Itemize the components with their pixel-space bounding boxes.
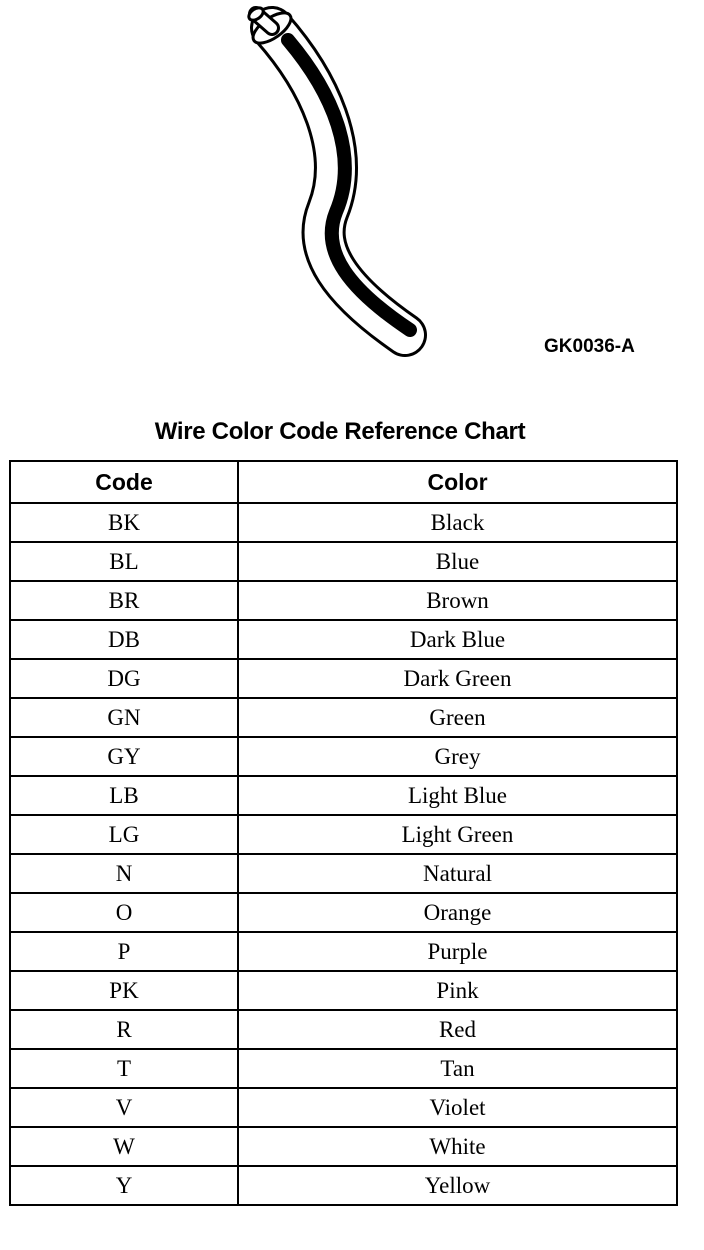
cell-code: BK: [10, 503, 238, 542]
cell-color: Red: [238, 1010, 677, 1049]
cell-code: GN: [10, 698, 238, 737]
table-row: [10, 503, 677, 542]
cell-code: LB: [10, 776, 238, 815]
table-row: [10, 1088, 677, 1127]
table-row: [10, 737, 677, 776]
table-row: [10, 659, 677, 698]
table-row: [10, 581, 677, 620]
wire-color-table: [9, 460, 678, 1206]
cell-color: Light Blue: [238, 776, 677, 815]
cell-code: V: [10, 1088, 238, 1127]
cell-code: DB: [10, 620, 238, 659]
cell-code: BR: [10, 581, 238, 620]
cell-color: Violet: [238, 1088, 677, 1127]
cell-code: DG: [10, 659, 238, 698]
cell-color: Pink: [238, 971, 677, 1010]
cell-code: N: [10, 854, 238, 893]
cell-color: Blue: [238, 542, 677, 581]
cell-color: Purple: [238, 932, 677, 971]
wire-illustration: [200, 0, 460, 360]
table-row: [10, 932, 677, 971]
table-header-row: [10, 461, 677, 503]
figure-id: GK0036-A: [544, 336, 635, 357]
cell-code: PK: [10, 971, 238, 1010]
header-color: Color: [238, 461, 677, 503]
table-row: [10, 1049, 677, 1088]
table-row: [10, 854, 677, 893]
cell-color: Tan: [238, 1049, 677, 1088]
cell-color: Dark Blue: [238, 620, 677, 659]
cell-code: BL: [10, 542, 238, 581]
cell-color: Black: [238, 503, 677, 542]
cell-code: O: [10, 893, 238, 932]
cell-color: Brown: [238, 581, 677, 620]
cell-color: Light Green: [238, 815, 677, 854]
cell-code: Y: [10, 1166, 238, 1205]
table-row: [10, 1127, 677, 1166]
table-row: [10, 815, 677, 854]
cell-color: Yellow: [238, 1166, 677, 1205]
cell-code: W: [10, 1127, 238, 1166]
table-row: [10, 776, 677, 815]
table-row: [10, 1166, 677, 1205]
table-row: [10, 698, 677, 737]
cell-code: T: [10, 1049, 238, 1088]
chart-title: Wire Color Code Reference Chart: [154, 418, 526, 445]
table-row: [10, 1010, 677, 1049]
cell-color: Grey: [238, 737, 677, 776]
table-row: [10, 620, 677, 659]
table-row: [10, 542, 677, 581]
cell-code: GY: [10, 737, 238, 776]
cell-code: P: [10, 932, 238, 971]
cell-color: White: [238, 1127, 677, 1166]
cell-color: Dark Green: [238, 659, 677, 698]
table-row: [10, 971, 677, 1010]
cell-color: Green: [238, 698, 677, 737]
cell-code: R: [10, 1010, 238, 1049]
cell-code: LG: [10, 815, 238, 854]
header-code: Code: [10, 461, 238, 503]
cell-color: Natural: [238, 854, 677, 893]
cell-color: Orange: [238, 893, 677, 932]
table-row: [10, 893, 677, 932]
